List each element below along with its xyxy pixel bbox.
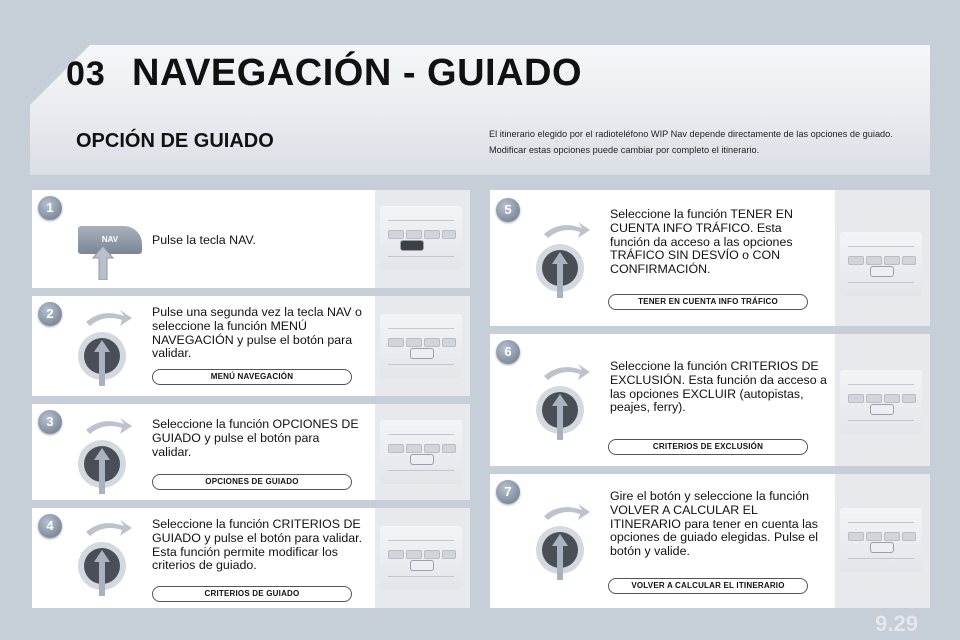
rotary-knob-icon — [534, 500, 594, 582]
section-intro: El itinerario elegido por el radioteléfono WIP Nav depende directamente de las opciones de guiado. Modificar estas opciones puede cambiar por completo el itinerario. — [489, 129, 893, 155]
chapter-number: 03 — [66, 55, 106, 93]
step-7-badge: 7 — [496, 480, 520, 504]
step-3-text: Seleccione la función OPCIONES DE GUIADO y pulse el botón para validar. — [152, 417, 359, 459]
step-6-label: CRITERIOS DE EXCLUSIÓN — [608, 439, 808, 455]
step-4-label: CRITERIOS DE GUIADO — [152, 586, 352, 602]
step-7-radio-image — [840, 508, 922, 572]
step-3-label: OPCIONES DE GUIADO — [152, 474, 352, 490]
step-4-radio-image — [380, 526, 462, 590]
step-4-badge: 4 — [38, 514, 62, 538]
step-3-radio-image — [380, 420, 462, 484]
step-7-text: Gire el botón y seleccione la función VOLVER A CALCULAR EL ITINERARIO para tener en cuenta las opciones de guiado elegidas. Pulse el botón y valide. — [610, 489, 819, 559]
nav-key-icon: NAV — [78, 226, 142, 254]
step-3-badge: 3 — [38, 410, 62, 434]
step-7-label: VOLVER A CALCULAR EL ITINERARIO — [608, 578, 808, 594]
rotary-knob-icon — [76, 414, 136, 496]
page-number: 9.29 — [875, 611, 918, 636]
step-2-text: Pulse una segunda vez la tecla NAV o seleccione la función MENÚ NAVEGACIÓN y pulse el botón para validar. — [152, 305, 362, 361]
push-arrow-icon — [92, 246, 114, 280]
step-2-radio-image — [380, 314, 462, 378]
rotary-knob-icon — [76, 306, 136, 388]
rotary-knob-icon — [534, 218, 594, 300]
step-6-badge: 6 — [496, 340, 520, 364]
rotary-knob-icon — [76, 516, 136, 598]
step-2-label: MENÚ NAVEGACIÓN — [152, 369, 352, 385]
step-1-badge: 1 — [38, 196, 62, 220]
step-6-text: Seleccione la función CRITERIOS DE EXCLUSIÓN. Esta función da acceso a las opciones EXCLUIR (autopistas, peajes, ferry). — [610, 359, 827, 415]
step-1-radio-image — [380, 206, 462, 270]
rotary-knob-icon — [534, 360, 594, 442]
step-5-label: TENER EN CUENTA INFO TRÁFICO — [608, 294, 808, 310]
step-5-badge: 5 — [496, 198, 520, 222]
chapter-title: NAVEGACIÓN - GUIADO — [132, 52, 583, 94]
step-5-text: Seleccione la función TENER EN CUENTA INFO TRÁFICO. Esta función da acceso a las opciones TRÁFICO SIN DESVÍO o CON CONFIRMACIÓN. — [610, 207, 793, 277]
step-2-badge: 2 — [38, 302, 62, 326]
step-5-radio-image — [840, 232, 922, 296]
section-title: OPCIÓN DE GUIADO — [76, 130, 274, 152]
step-6-radio-image — [840, 370, 922, 434]
step-1-text: Pulse la tecla NAV. — [152, 233, 256, 247]
step-4-text: Seleccione la función CRITERIOS DE GUIADO y pulse el botón para validar. Esta función permite modificar los criterios de guiado. — [152, 517, 363, 573]
